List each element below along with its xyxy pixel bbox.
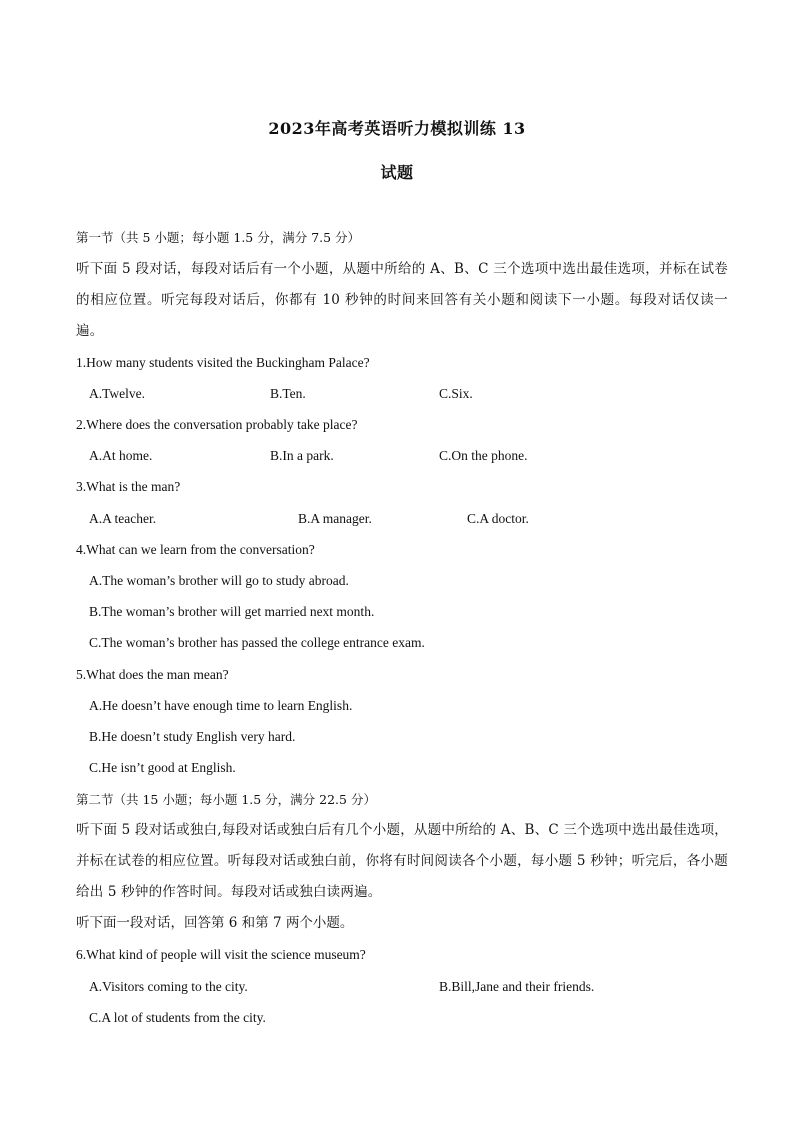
page-subtitle: 试题 <box>380 163 414 182</box>
question-4-option-a: A.The woman’s brother will go to study abroad. <box>89 573 349 588</box>
page-title: 2023年高考英语听力模拟训练 13 <box>268 119 526 138</box>
question-6-stem: 6.What kind of people will visit the science museum? <box>76 947 366 962</box>
question-3-stem: 3.What is the man? <box>76 479 181 494</box>
dialogue-intro: 听下面一段对话，回答第 6 和第 7 两个小题。 <box>76 915 354 931</box>
section-instructions-2: 听下面 5 段对话或独白,每段对话或独白后有几个小题，从题中所给的 A、B、C 三个选项中选出最佳选项，并标在试卷的相应位置。听每段对话或独白前，你将有时间阅读各个小题，每小题 5 秒钟；听完后，各小题给出 5 秒钟的作答时间。每段对话或独白读两遍。 <box>76 822 728 900</box>
question-3-option-b: B.A manager. <box>298 511 372 526</box>
question-2-option-b: B.In a park. <box>270 448 334 463</box>
question-2-option-c: C.On the phone. <box>439 448 528 463</box>
question-5-stem: 5.What does the man mean? <box>76 667 229 682</box>
section-instructions-1: 听下面 5 段对话，每段对话后有一个小题，从题中所给的 A、B、C 三个选项中选出最佳选项，并标在试卷的相应位置。听完每段对话后，你都有 10 秒钟的时间来回答有关小题和阅读下一小题。每段对话仅读一遍。 <box>76 261 728 339</box>
question-4-stem: 4.What can we learn from the conversation? <box>76 542 315 557</box>
question-3-option-a: A.A teacher. <box>89 511 157 526</box>
question-6-option-b: B.Bill,Jane and their friends. <box>439 979 595 994</box>
section-heading-1: 第一节（共 5 小题；每小题 1.5 分，满分 7.5 分） <box>76 230 361 245</box>
question-1-option-b: B.Ten. <box>270 386 306 401</box>
question-5-option-b: B.He doesn’t study English very hard. <box>89 729 296 744</box>
question-4-option-c: C.The woman’s brother has passed the college entrance exam. <box>89 635 425 650</box>
question-5-option-c: C.He isn’t good at English. <box>89 760 236 775</box>
section-heading-2: 第二节（共 15 小题；每小题 1.5 分，满分 22.5 分） <box>76 792 376 807</box>
question-5-option-a: A.He doesn’t have enough time to learn English. <box>89 698 353 713</box>
question-6-option-c: C.A lot of students from the city. <box>89 1010 266 1025</box>
question-1-option-c: C.Six. <box>439 386 473 401</box>
question-6-option-a: A.Visitors coming to the city. <box>89 979 248 994</box>
question-2-stem: 2.Where does the conversation probably take place? <box>76 417 358 432</box>
question-1-stem: 1.How many students visited the Buckingham Palace? <box>76 355 370 370</box>
question-1-option-a: A.Twelve. <box>89 386 146 401</box>
question-3-option-c: C.A doctor. <box>467 511 529 526</box>
question-2-option-a: A.At home. <box>89 448 153 463</box>
question-4-option-b: B.The woman’s brother will get married next month. <box>89 604 375 619</box>
